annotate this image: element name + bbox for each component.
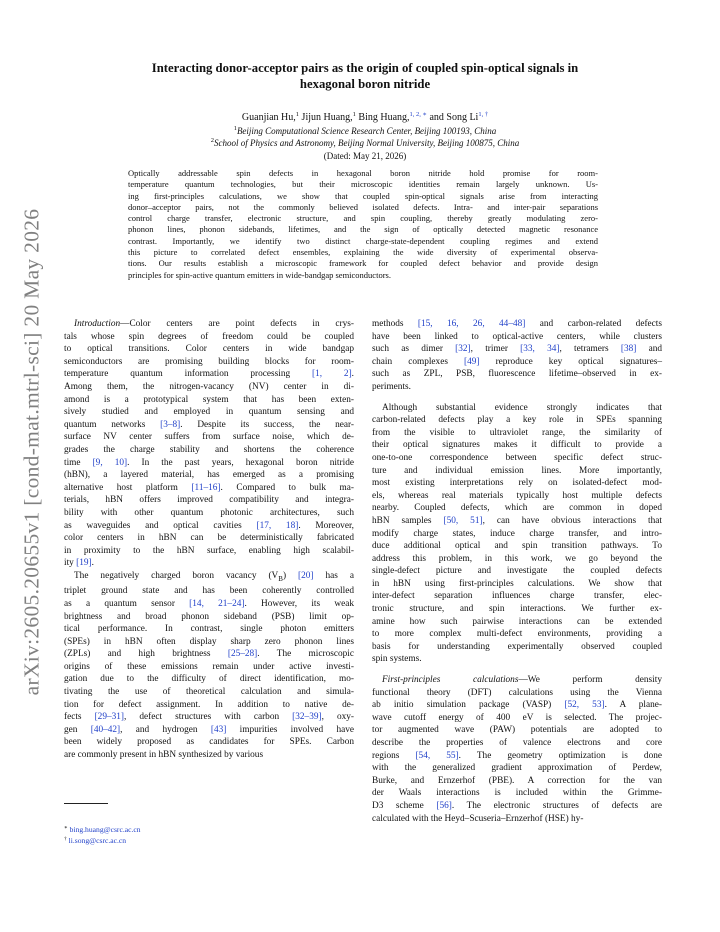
text-run: surface NV center suffers from surface noise, which de- [64,432,354,443]
text-run: as waveguides and optical cavities [64,520,257,531]
text-run: impurities involved have [226,724,355,735]
text-run: , can have obvious interactions that [482,515,663,526]
text-line [372,381,662,394]
author-list [70,111,660,124]
footnote [64,836,126,846]
text-line [372,465,662,478]
text-run: (ZPLs) and high brightness [64,649,228,660]
text-run: one-to-one correspondence between specific defect struc- [372,452,662,463]
text-run: . In the past years, hexagonal boron nitride [127,457,354,468]
text-run: spin systems. [372,654,422,665]
text-run: tical performance. In contrast, single photon emitters [64,624,354,635]
text-run: origins of these emissions remain under active investi- [64,661,354,672]
text-line [372,590,662,603]
footnote-mark: † [64,836,67,842]
citation-link[interactable]: [54, 55] [415,750,459,761]
text-line [372,699,662,712]
text-line [64,636,354,649]
text-run: . A plane- [604,700,663,711]
footnote-email-link[interactable]: bing.huang@csrc.ac.cn [69,825,141,834]
text-line [372,540,662,553]
text-run: basis for understanding experimentally observed coupled [372,641,662,652]
text-line [372,318,662,331]
text-run: , tetramers [559,344,621,355]
text-line [64,331,354,344]
author-affil-mark: 1 [295,111,300,118]
citation-link[interactable]: [52, 53] [564,700,605,711]
text-line [64,394,354,407]
text-run: . However, its weak [244,598,354,609]
text-line [64,507,354,520]
text-line [372,750,662,763]
citation-link[interactable]: [50, 51] [443,515,483,526]
text-run: hBN samples [372,515,444,526]
text-line [64,585,354,598]
text-line [64,749,354,762]
text-run: their optical signatures makes it difficult to provide a [372,440,662,451]
citation-link[interactable]: [29–31] [94,712,125,723]
text-run: in proximity to the hBN surface, enabling high scalabil- [64,545,354,556]
text-line [372,452,662,465]
text-run: (hBN), a layered material, has emerged as a promising [64,470,354,481]
paragraph-gap [372,666,662,674]
abstract-line: control charge transfer, electronic structure, and spin coupling, thereby greatly modulating zero- [128,213,598,224]
text-run: —We perform density [518,675,662,686]
section-heading: First-principles calculations [382,675,519,686]
title-line: hexagonal boron nitride [299,76,431,91]
text-run: chain complexes [372,356,465,367]
text-line [372,553,662,566]
text-line [64,406,354,419]
citation-link[interactable]: [1, 2] [312,369,352,380]
text-line [372,578,662,591]
text-line [372,439,662,452]
text-line [372,616,662,629]
text-run: reproduce key optical signatures– [479,356,662,367]
text-run: . Compared to bulk ma- [220,482,355,493]
text-run: single-defect picture and investigate the coupled defects [372,566,662,577]
text-run: methods [372,319,418,329]
text-line [64,673,354,686]
text-run: triplet ground state and has been coherently controlled [64,586,354,597]
text-run: describe the properties of valence electrons and core [372,738,662,748]
author-affil-mark[interactable]: 1, † [478,111,489,118]
text-run: functional theory (DFT) calculations using the Vienna [372,687,662,698]
citation-link[interactable]: [20] [298,570,314,581]
text-run: temperature quantum information processing [64,369,312,380]
text-run: tion for defect assignment. In addition to native de- [64,699,354,710]
text-run: tals whose spin degrees of freedom could be coupled [64,331,354,342]
footnote-rule [64,803,108,804]
text-run: from the visible to ultraviolet range, the similarity of [372,427,662,438]
text-line [64,557,354,570]
text-run: ture and individual emission lines. More importantly, [372,465,662,476]
text-run: such as ZPL, PSB, fluorescence lifetime–observed in ex- [372,369,662,380]
citation-link[interactable]: [43] [210,724,227,735]
text-run: regions [372,750,416,761]
text-run: such as dimer [372,344,456,355]
text-line [64,699,354,712]
text-line [64,356,354,369]
left-column [64,318,354,762]
text-run: as a quantum sensor [64,598,190,609]
text-line [372,674,662,687]
text-run: ab initio simulation package (VASP) [372,700,565,711]
citation-link[interactable]: [32–39] [292,712,322,723]
affiliation-text: Beijing Computational Science Research Center, Beijing 100193, China [236,126,497,136]
citation-link[interactable]: [49] [464,356,480,367]
arxiv-identifier-text: arXiv:2605.20655v1 [cond-mat.mtrl-sci] 20 May 2026 [19,208,44,696]
text-line [372,343,662,356]
text-line [372,414,662,427]
author-name: Bing Huang, [355,112,410,123]
affiliation-mark: 2 [210,137,214,144]
text-line [64,431,354,444]
text-run: alternative host platform [64,482,192,493]
text-run: quantum networks [64,419,161,430]
text-run: der Waals interactions is included within the Grimme- [372,788,662,799]
text-line [372,502,662,515]
text-line [64,661,354,674]
text-run: wave cutoff energy of 400 eV is selected. The projec- [372,712,662,723]
text-line [372,402,662,415]
dated-line: (Dated: May 21, 2026) [323,151,407,161]
text-line [372,628,662,641]
text-run: (SPEs) in hBN often display sharp zero phonon lines [64,636,354,647]
citation-link[interactable]: [15, 16, 26, 44–48] [417,319,526,329]
text-run: has a [313,570,355,581]
footnote-mark: ∗ [64,825,68,831]
text-run: . Despite its success, the near- [180,419,354,430]
text-run: address this problem, in this work, we go beyond the [372,553,662,564]
citation-link[interactable]: [11–16] [191,482,221,493]
text-run: been widely proposed as candidates for SPEs. Carbon [64,737,354,748]
text-run: duce additional optical and spin transition pathways. To [372,541,662,552]
text-line [372,490,662,503]
abstract-line: tions. Our results establish a microscopic framework for coupled defect behavior and provide design [128,258,598,269]
right-column [372,318,662,825]
abstract-line: ing first-principles calculations, we show that coupled spin-optical signals arise from interacting [128,190,598,201]
text-run: nearby. Coupled defects, which are common in doped [372,503,662,514]
affiliation-text: School of Physics and Astronomy, Beijing Normal University, Beijing 100875, China [214,138,520,148]
text-run: tronic structure, and spin interactions. We further ex- [372,604,662,615]
author-name: and Song Li [426,112,479,123]
text-line [64,648,354,661]
citation-link[interactable]: [33, 34] [520,344,560,355]
text-line [64,494,354,507]
citation-link[interactable]: [19] [76,558,92,569]
text-line [372,603,662,616]
text-run: to more complex multi-defect environments, providing a [372,629,662,640]
text-line [372,787,662,800]
text-line [64,623,354,636]
citation-link[interactable]: [38] [620,344,637,355]
affiliation [70,125,660,137]
text-line [372,331,662,344]
text-line [372,515,662,528]
text-run: most existing interpretations rely on isolated-defect mod- [372,478,662,489]
abstract-line: donor–acceptor pairs, not the commonly believed isolated defects. Intra- and inter-pair separations [128,201,598,212]
text-line [64,611,354,624]
text-line [64,520,354,533]
text-line [64,532,354,545]
text-run: els, whereas real materials typically host multiple defects [372,490,662,501]
text-line [64,482,354,495]
citation-link[interactable]: [32] [455,344,471,355]
text-line [64,318,354,331]
text-line [372,368,662,381]
text-run: time [64,457,93,468]
text-run: bility with other quantum photonic architectures, such [64,507,354,518]
text-line [64,419,354,432]
citation-link[interactable]: [9, 10] [92,457,128,468]
text-line [64,368,354,381]
text-run: , trimer [470,344,521,355]
section-heading: Introduction [74,319,121,329]
citation-link[interactable]: [25–28] [227,649,258,660]
paragraph-gap [372,394,662,402]
affiliation [70,137,660,149]
text-line [64,545,354,558]
abstract-line: Optically addressable spin defects in hexagonal boron nitride hold promise for room- [128,168,598,178]
text-run: . The electronic structures of defects are [451,800,663,811]
text-run: grades the charge stability and shortens the coherence [64,444,354,455]
text-line [64,469,354,482]
text-line [372,712,662,725]
text-run: modify charge states, induce charge transfer, and intro- [372,528,662,539]
text-run: semiconductors are promising building blocks for room- [64,356,354,367]
text-line [372,762,662,775]
text-line [372,356,662,369]
text-run: fects [64,712,95,723]
text-run: inter-defect separation influences charge transfer, elec- [372,591,662,602]
text-line [372,528,662,541]
text-run: terials, hBN offers improved compatibility and integra- [64,495,354,506]
text-line [372,427,662,440]
text-run: ) [282,570,299,581]
text-run: with the generalized gradient approximation of Perdew, [372,763,662,774]
text-line [64,381,354,394]
text-run: . [91,558,94,569]
text-run: , defect structures with carbon [124,712,293,723]
text-line [372,813,662,826]
subscript: B [278,574,283,583]
citation-link[interactable]: [3–8] [160,419,181,430]
text-run: ity [64,558,77,569]
text-run: in hBN using first-principles calculations. We show that [372,578,662,589]
text-run: color centers in hBN can be deterministically fabricated [64,533,354,544]
text-run: and carbon-related defects [525,319,662,329]
abstract [128,168,598,281]
text-run: tivating the use of theoretical calculation and simula- [64,687,354,698]
text-line [372,477,662,490]
arxiv-identifier [14,208,50,696]
footnote [64,825,141,835]
abstract-line: temperature quantum technologies, but their microscopic identities remain largely unknown. Us- [128,179,598,190]
text-run: . Moreover, [298,520,355,531]
footnote-email-link[interactable]: li.song@csrc.ac.cn [68,836,127,845]
text-line [372,565,662,578]
text-run: calculated with the Heyd–Scuseria–Ernzerhof (HSE) hy- [372,813,584,824]
abstract-line: principles for spin-active quantum emitters in wide-bandgap semiconductors. [128,269,391,280]
text-line [372,800,662,813]
text-run: tor augmented wave (PAW) potentials are adopted to [372,725,662,736]
paper-title [70,61,660,92]
affiliation-mark: 1 [233,125,237,132]
text-line [372,641,662,654]
text-run: . The microscopic [257,649,354,660]
text-line [64,444,354,457]
text-run: . [351,369,354,380]
text-line [372,724,662,737]
text-run: to optical transitions. Color centers in wide bandgap [64,344,354,355]
text-run: . The geometry optimization is done [458,750,662,761]
text-run: D3 scheme [372,800,437,811]
author-name: Jijun Huang, [299,112,353,123]
text-run: carbon-related defects play a key role in SPEs spanning [372,415,662,426]
author-affil-mark[interactable]: 1, 2, ∗ [409,111,427,118]
text-line [64,598,354,611]
text-line [372,737,662,750]
text-run: are commonly present in hBN synthesized by various [64,750,264,761]
abstract-line: phonon lines, phonon sidebands, lifetimes, and the sign of optically detected magnetic resonance [128,224,598,235]
text-run: —Color centers are point defects in crys- [120,319,354,329]
text-run: amond is a prototypical system that has been exten- [64,394,354,405]
title-line: Interacting donor-acceptor pairs as the origin of coupled spin-optical signals in [151,61,579,75]
text-run: Burke, and Ernzerhof (PBE). A correction for the van [372,775,662,786]
citation-link[interactable]: [14, 21–24] [189,598,245,609]
abstract-line: this picture to correlated defect ensembles, explaining the wide diversity of experimental observa- [128,247,598,258]
text-run: sively studied and employed in quantum sensing and [64,407,354,418]
text-line [372,653,662,666]
text-line [64,736,354,749]
text-run: brightness and broad phonon sideband (PSB) limit op- [64,611,354,622]
text-run: , and hydrogen [120,724,211,735]
text-line [64,686,354,699]
text-line [64,711,354,724]
text-run: The negatively charged boron vacancy (V [74,570,279,581]
text-line [64,343,354,356]
text-line [64,570,354,585]
text-run: , oxy- [321,712,354,723]
text-line [64,457,354,470]
citation-link[interactable]: [56] [436,800,452,811]
citation-link[interactable]: [17, 18] [256,520,299,531]
author-name: Guanjian Hu, [241,112,296,123]
text-run: have been linked to optical-active centers, while clusters [372,331,662,342]
text-run: amine how such pairwise interactions can be extended [372,616,662,627]
text-line [372,687,662,700]
text-line [64,724,354,737]
text-line [372,775,662,788]
text-run: and [636,344,663,355]
citation-link[interactable]: [40–42] [90,724,121,735]
text-run: gen [64,724,91,735]
abstract-line: contrast. Importantly, we identify two distinct charge-state-dependent coupling regimes and extend [128,235,598,246]
text-run: periments. [372,381,411,392]
text-run: gation due to the difficulty of direct identification, mo- [64,674,354,685]
author-affil-mark: 1 [352,111,356,118]
text-run: Although substantial evidence strongly indicates that [382,402,662,413]
text-run: Among them, the nitrogen-vacancy (NV) center in di- [64,381,354,392]
